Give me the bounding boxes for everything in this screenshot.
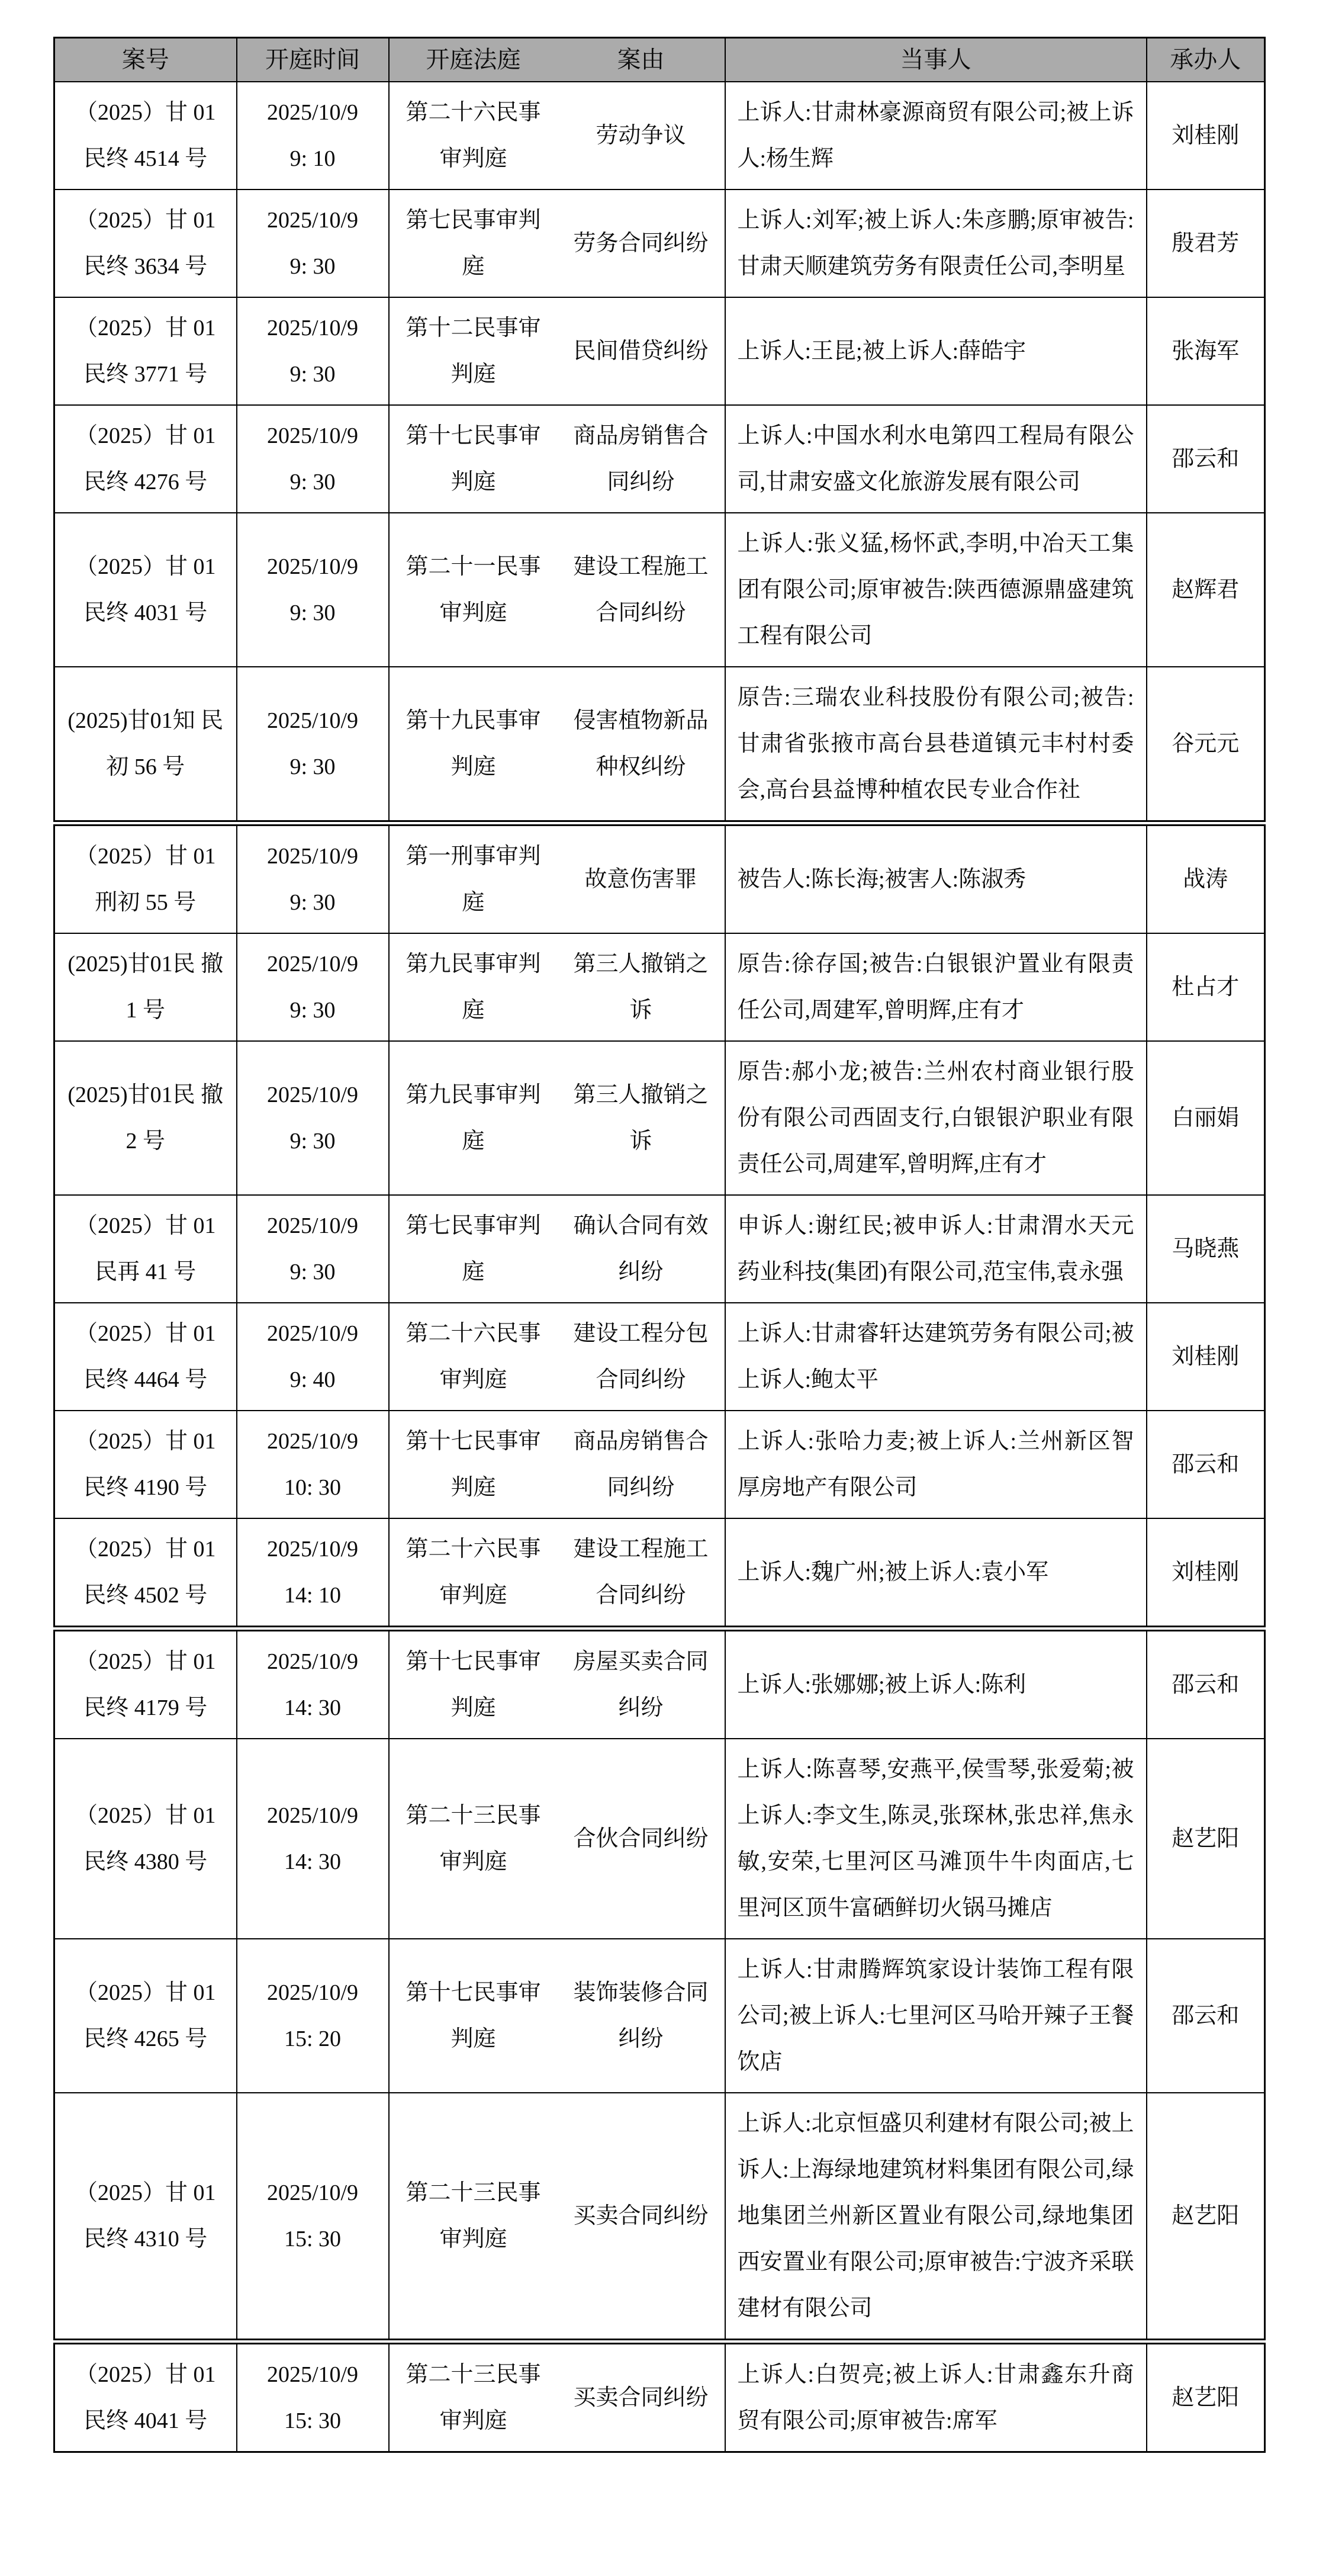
- handler-cell: 刘桂刚: [1147, 1303, 1265, 1411]
- hearing-date: 2025/10/9: [266, 316, 359, 341]
- hearing-time-cell: [237, 933, 389, 1041]
- hearing-date: 2025/10/9: [266, 952, 359, 977]
- hearing-date: 2025/10/9: [266, 844, 359, 869]
- case-number-cell: （2025）甘 01 民终 3771 号: [54, 297, 237, 405]
- case-number-cell: （2025）甘 01 民终 4502 号: [54, 1518, 237, 1629]
- hearing-date: 2025/10/9: [266, 2362, 359, 2387]
- handler-cell: 张海军: [1147, 297, 1265, 405]
- table-row: [54, 2093, 1265, 2341]
- hearing-date: 2025/10/9: [266, 1083, 359, 1107]
- hearing-date: 2025/10/9: [266, 554, 359, 579]
- case-number-cell: （2025）甘 01 民终 3634 号: [54, 189, 237, 297]
- header-case-number: 案号: [54, 38, 237, 82]
- parties-cell: 被告人:陈长海;被害人:陈淑秀: [725, 823, 1147, 933]
- case-number-cell: （2025）甘 01 民终 4514 号: [54, 82, 237, 189]
- hearing-date: 2025/10/9: [266, 2180, 359, 2205]
- case-number-cell: （2025）甘 01 民终 4464 号: [54, 1303, 237, 1411]
- hearing-hour: 15: 30: [284, 2227, 342, 2251]
- courtroom-cell: 第十七民事审判庭: [389, 1629, 558, 1739]
- table-header-row: [54, 38, 1265, 82]
- hearing-time-cell: [237, 2093, 389, 2341]
- hearing-hour: 9: 30: [289, 362, 336, 387]
- header-cause: 案由: [558, 38, 725, 82]
- parties-cell: 原告:郝小龙;被告:兰州农村商业银行股份有限公司西固支行,白银银沪职业有限责任公司,周建军,曾明辉,庄有才: [725, 1041, 1147, 1195]
- case-number-cell: （2025）甘 01 民终 4179 号: [54, 1629, 237, 1739]
- hearing-time-cell: [237, 1303, 389, 1411]
- case-number-cell: （2025）甘 01 民再 41 号: [54, 1195, 237, 1303]
- parties-cell: 原告:三瑞农业科技股份有限公司;被告:甘肃省张掖市高台县巷道镇元丰村村委会,高台县益博种植农民专业合作社: [725, 667, 1147, 823]
- case-number-cell: (2025)甘01知 民初 56 号: [54, 667, 237, 823]
- cause-of-action-cell: 第三人撤销之诉: [558, 933, 725, 1041]
- cause-of-action-cell: 商品房销售合同纠纷: [558, 1411, 725, 1518]
- case-number-cell: （2025）甘 01 民终 4310 号: [54, 2093, 237, 2341]
- hearing-hour: 15: 30: [284, 2408, 342, 2433]
- courtroom-cell: 第十二民事审判庭: [389, 297, 558, 405]
- table-row: [54, 2341, 1265, 2452]
- header-parties: 当事人: [725, 38, 1147, 82]
- hearing-time-cell: [237, 297, 389, 405]
- hearing-time-cell: [237, 823, 389, 933]
- table-row: [54, 1939, 1265, 2093]
- hearing-hour: 9: 30: [289, 1260, 336, 1284]
- courtroom-cell: 第七民事审判庭: [389, 1195, 558, 1303]
- handler-cell: 战涛: [1147, 823, 1265, 933]
- hearing-time-cell: [237, 1739, 389, 1939]
- handler-cell: 邵云和: [1147, 405, 1265, 513]
- cause-of-action-cell: 建设工程施工合同纠纷: [558, 1518, 725, 1629]
- case-number-cell: （2025）甘 01 民终 4265 号: [54, 1939, 237, 2093]
- parties-cell: 上诉人:陈喜琴,安燕平,侯雪琴,张爱菊;被上诉人:李文生,陈灵,张琛林,张忠祥,焦永敏,安荣,七里河区马滩顶牛牛肉面店,七里河区顶牛富硒鲜切火锅马摊店: [725, 1739, 1147, 1939]
- hearing-date: 2025/10/9: [266, 1649, 359, 1674]
- handler-cell: 赵艺阳: [1147, 1739, 1265, 1939]
- hearing-hour: 14: 10: [284, 1583, 342, 1608]
- courtroom-cell: 第十七民事审判庭: [389, 1939, 558, 2093]
- parties-cell: 上诉人:王昆;被上诉人:薛皓宇: [725, 297, 1147, 405]
- hearing-date: 2025/10/9: [266, 1537, 359, 1562]
- courtroom-cell: 第二十六民事审判庭: [389, 82, 558, 189]
- case-number-cell: （2025）甘 01 民终 4380 号: [54, 1739, 237, 1939]
- parties-cell: 上诉人:魏广州;被上诉人:袁小军: [725, 1518, 1147, 1629]
- courtroom-cell: 第二十三民事审判庭: [389, 1739, 558, 1939]
- hearing-hour: 9: 30: [289, 1129, 336, 1154]
- hearing-time-cell: [237, 1041, 389, 1195]
- case-number-cell: （2025）甘 01 民终 4031 号: [54, 513, 237, 667]
- case-number-cell: (2025)甘01民 撤 1 号: [54, 933, 237, 1041]
- table-row: [54, 1518, 1265, 1629]
- cause-of-action-cell: 确认合同有效纠纷: [558, 1195, 725, 1303]
- table-row: [54, 297, 1265, 405]
- parties-cell: 上诉人:甘肃林豪源商贸有限公司;被上诉人:杨生辉: [725, 82, 1147, 189]
- parties-cell: 上诉人:中国水利水电第四工程局有限公司,甘肃安盛文化旅游发展有限公司: [725, 405, 1147, 513]
- cause-of-action-cell: 买卖合同纠纷: [558, 2341, 725, 2452]
- hearing-date: 2025/10/9: [266, 423, 359, 448]
- table-row: [54, 823, 1265, 933]
- hearing-hour: 9: 30: [289, 470, 336, 494]
- handler-cell: 白丽娟: [1147, 1041, 1265, 1195]
- hearing-hour: 9: 30: [289, 998, 336, 1023]
- courtroom-cell: 第一刑事审判庭: [389, 823, 558, 933]
- hearing-time-cell: [237, 1939, 389, 2093]
- courtroom-cell: 第二十一民事审判庭: [389, 513, 558, 667]
- parties-cell: 原告:徐存国;被告:白银银沪置业有限责任公司,周建军,曾明辉,庄有才: [725, 933, 1147, 1041]
- cause-of-action-cell: 房屋买卖合同纠纷: [558, 1629, 725, 1739]
- hearing-date: 2025/10/9: [266, 1321, 359, 1346]
- table-row: [54, 1041, 1265, 1195]
- table-row: [54, 405, 1265, 513]
- hearing-hour: 14: 30: [284, 1849, 342, 1874]
- cause-of-action-cell: 劳动争议: [558, 82, 725, 189]
- case-number-cell: （2025）甘 01 民终 4041 号: [54, 2341, 237, 2452]
- hearing-hour: 9: 30: [289, 754, 336, 779]
- hearing-hour: 9: 10: [289, 146, 336, 171]
- hearing-time-cell: [237, 1411, 389, 1518]
- hearing-time-cell: [237, 1518, 389, 1629]
- handler-cell: 邵云和: [1147, 1939, 1265, 2093]
- hearing-date: 2025/10/9: [266, 1213, 359, 1238]
- hearing-hour: 9: 30: [289, 600, 336, 625]
- cause-of-action-cell: 合伙合同纠纷: [558, 1739, 725, 1939]
- handler-cell: 马晓燕: [1147, 1195, 1265, 1303]
- hearing-hour: 9: 30: [289, 254, 336, 279]
- cause-of-action-cell: 商品房销售合同纠纷: [558, 405, 725, 513]
- cause-of-action-cell: 建设工程分包合同纠纷: [558, 1303, 725, 1411]
- case-number-cell: （2025）甘 01 刑初 55 号: [54, 823, 237, 933]
- handler-cell: 杜占才: [1147, 933, 1265, 1041]
- handler-cell: 刘桂刚: [1147, 82, 1265, 189]
- table-row: [54, 667, 1265, 823]
- parties-cell: 上诉人:北京恒盛贝利建材有限公司;被上诉人:上海绿地建筑材料集团有限公司,绿地集团兰州新区置业有限公司,绿地集团西安置业有限公司;原审被告:宁波齐采联建材有限公司: [725, 2093, 1147, 2341]
- hearing-date: 2025/10/9: [266, 1803, 359, 1828]
- table-row: [54, 1303, 1265, 1411]
- cause-of-action-cell: 劳务合同纠纷: [558, 189, 725, 297]
- hearing-hour: 14: 30: [284, 1695, 342, 1720]
- header-handler: 承办人: [1147, 38, 1265, 82]
- table-row: [54, 82, 1265, 189]
- hearing-hour: 15: 20: [284, 2026, 342, 2051]
- parties-cell: 上诉人:甘肃睿轩达建筑劳务有限公司;被上诉人:鲍太平: [725, 1303, 1147, 1411]
- courtroom-cell: 第十九民事审判庭: [389, 667, 558, 823]
- cause-of-action-cell: 民间借贷纠纷: [558, 297, 725, 405]
- table-row: [54, 189, 1265, 297]
- parties-cell: 上诉人:张娜娜;被上诉人:陈利: [725, 1629, 1147, 1739]
- table-row: [54, 1195, 1265, 1303]
- table-row: [54, 933, 1265, 1041]
- handler-cell: 邵云和: [1147, 1629, 1265, 1739]
- hearing-time-cell: [237, 667, 389, 823]
- courtroom-cell: 第二十三民事审判庭: [389, 2093, 558, 2341]
- courtroom-cell: 第九民事审判庭: [389, 933, 558, 1041]
- courtroom-cell: 第二十三民事审判庭: [389, 2341, 558, 2452]
- hearing-hour: 9: 40: [289, 1367, 336, 1392]
- handler-cell: 赵辉君: [1147, 513, 1265, 667]
- parties-cell: 申诉人:谢红民;被申诉人:甘肃渭水天元药业科技(集团)有限公司,范宝伟,袁永强: [725, 1195, 1147, 1303]
- handler-cell: 邵云和: [1147, 1411, 1265, 1518]
- hearing-time-cell: [237, 1195, 389, 1303]
- courtroom-cell: 第九民事审判庭: [389, 1041, 558, 1195]
- hearing-date: 2025/10/9: [266, 100, 359, 125]
- case-number-cell: （2025）甘 01 民终 4190 号: [54, 1411, 237, 1518]
- parties-cell: 上诉人:张哈力麦;被上诉人:兰州新区智厚房地产有限公司: [725, 1411, 1147, 1518]
- handler-cell: 赵艺阳: [1147, 2093, 1265, 2341]
- header-courtroom: 开庭法庭: [389, 38, 558, 82]
- cause-of-action-cell: 买卖合同纠纷: [558, 2093, 725, 2341]
- cause-of-action-cell: 第三人撤销之诉: [558, 1041, 725, 1195]
- parties-cell: 上诉人:甘肃腾辉筑家设计装饰工程有限公司;被上诉人:七里河区马哈开辣子王餐饮店: [725, 1939, 1147, 2093]
- handler-cell: 刘桂刚: [1147, 1518, 1265, 1629]
- table-row: [54, 513, 1265, 667]
- hearing-date: 2025/10/9: [266, 1980, 359, 2005]
- cause-of-action-cell: 装饰装修合同纠纷: [558, 1939, 725, 2093]
- courtroom-cell: 第二十六民事审判庭: [389, 1303, 558, 1411]
- hearing-date: 2025/10/9: [266, 708, 359, 733]
- header-hearing-time: 开庭时间: [237, 38, 389, 82]
- courtroom-cell: 第七民事审判庭: [389, 189, 558, 297]
- case-number-cell: （2025）甘 01 民终 4276 号: [54, 405, 237, 513]
- handler-cell: 殷君芳: [1147, 189, 1265, 297]
- hearing-schedule-table: [53, 37, 1266, 2453]
- parties-cell: 上诉人:白贺亮;被上诉人:甘肃鑫东升商贸有限公司;原审被告:席军: [725, 2341, 1147, 2452]
- case-number-cell: (2025)甘01民 撤 2 号: [54, 1041, 237, 1195]
- hearing-time-cell: [237, 82, 389, 189]
- hearing-date: 2025/10/9: [266, 1429, 359, 1454]
- hearing-hour: 9: 30: [289, 890, 336, 915]
- hearing-hour: 10: 30: [284, 1475, 342, 1500]
- hearing-date: 2025/10/9: [266, 208, 359, 233]
- handler-cell: 谷元元: [1147, 667, 1265, 823]
- hearing-time-cell: [237, 189, 389, 297]
- hearing-time-cell: [237, 1629, 389, 1739]
- courtroom-cell: 第十七民事审判庭: [389, 405, 558, 513]
- parties-cell: 上诉人:张义猛,杨怀武,李明,中冶天工集团有限公司;原审被告:陕西德源鼎盛建筑工程有限公司: [725, 513, 1147, 667]
- parties-cell: 上诉人:刘军;被上诉人:朱彦鹏;原审被告:甘肃天顺建筑劳务有限责任公司,李明星: [725, 189, 1147, 297]
- courtroom-cell: 第二十六民事审判庭: [389, 1518, 558, 1629]
- cause-of-action-cell: 侵害植物新品种权纠纷: [558, 667, 725, 823]
- table-row: [54, 1411, 1265, 1518]
- hearing-time-cell: [237, 405, 389, 513]
- court-hearing-schedule: [53, 37, 1264, 2453]
- cause-of-action-cell: 建设工程施工合同纠纷: [558, 513, 725, 667]
- cause-of-action-cell: 故意伤害罪: [558, 823, 725, 933]
- handler-cell: 赵艺阳: [1147, 2341, 1265, 2452]
- table-row: [54, 1739, 1265, 1939]
- hearing-time-cell: [237, 513, 389, 667]
- courtroom-cell: 第十七民事审判庭: [389, 1411, 558, 1518]
- table-row: [54, 1629, 1265, 1739]
- hearing-time-cell: [237, 2341, 389, 2452]
